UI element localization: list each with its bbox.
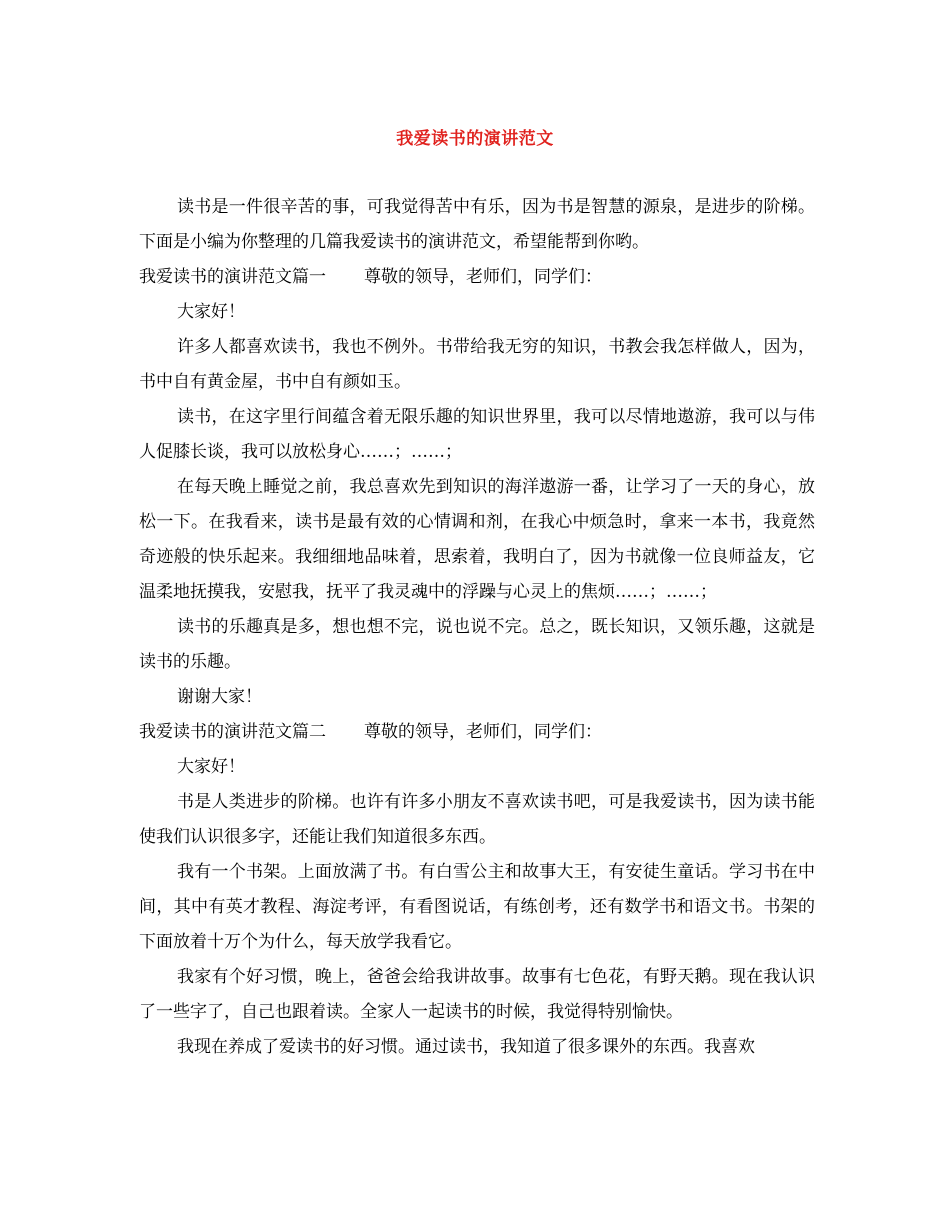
section-1-salutation: 尊敬的领导，老师们，同学们： [364,267,602,287]
section-1-closing: 谢谢大家！ [177,687,262,707]
section-2-salutation: 尊敬的领导，老师们，同学们： [364,722,602,742]
section-1-paragraph: 读书的乐趣真是多，想也想不完，说也说不完。总之，既长知识，又领乐趣，这就是读书的乐趣。 [139,617,815,672]
section-2-heading: 我爱读书的演讲范文篇二 [139,722,326,742]
section-2-paragraph: 我有一个书架。上面放满了书。有白雪公主和故事大王，有安徒生童话。学习书在中间，其中有英才教程、海淀考评，有看图说话，有练创考，还有数学书和语文书。书架的下面放着十万个为什么，每天放学我看它。 [139,862,815,952]
section-2-paragraph: 书是人类进步的阶梯。也许有许多小朋友不喜欢读书吧，可是我爱读书，因为读书能使我们认识很多字，还能让我们知道很多东西。 [139,792,815,847]
section-1-paragraph: 许多人都喜欢读书，我也不例外。书带给我无穷的知识，书教会我怎样做人，因为，书中自有黄金屋，书中自有颜如玉。 [139,337,815,392]
section-2-heading-line [139,715,815,750]
document-title: 我爱读书的演讲范文 [396,129,554,149]
section-1-heading: 我爱读书的演讲范文篇一 [139,267,326,287]
section-1-heading-line [139,260,815,295]
intro-paragraph: 读书是一件很辛苦的事，可我觉得苦中有乐，因为书是智慧的源泉，是进步的阶梯。下面是小编为你整理的几篇我爱读书的演讲范文，希望能帮到你哟。 [139,197,815,252]
section-1-paragraph: 在每天晚上睡觉之前，我总喜欢先到知识的海洋遨游一番，让学习了一天的身心，放松一下。在我看来，读书是最有效的心情调和剂，在我心中烦急时，拿来一本书，我竟然奇迹般的快乐起来。我细细地品味着，思索着，我明白了，因为书就像一位良师益友，它温柔地抚摸我，安慰我，抚平了我灵魂中的浮躁与心灵上的焦烦……；……； [139,477,815,602]
document-body [139,190,815,1065]
section-2-greeting: 大家好！ [177,757,245,777]
section-1-greeting: 大家好！ [177,302,245,322]
section-2-paragraph: 我现在养成了爱读书的好习惯。通过读书，我知道了很多课外的东西。我喜欢 [177,1037,755,1057]
section-1-paragraph: 读书，在这字里行间蕴含着无限乐趣的知识世界里，我可以尽情地遨游，我可以与伟人促膝长谈，我可以放松身心……；……； [139,407,815,462]
section-2-paragraph: 我家有个好习惯，晚上，爸爸会给我讲故事。故事有七色花，有野天鹅。现在我认识了一些字了，自己也跟着读。全家人一起读书的时候，我觉得特别愉快。 [139,967,815,1022]
